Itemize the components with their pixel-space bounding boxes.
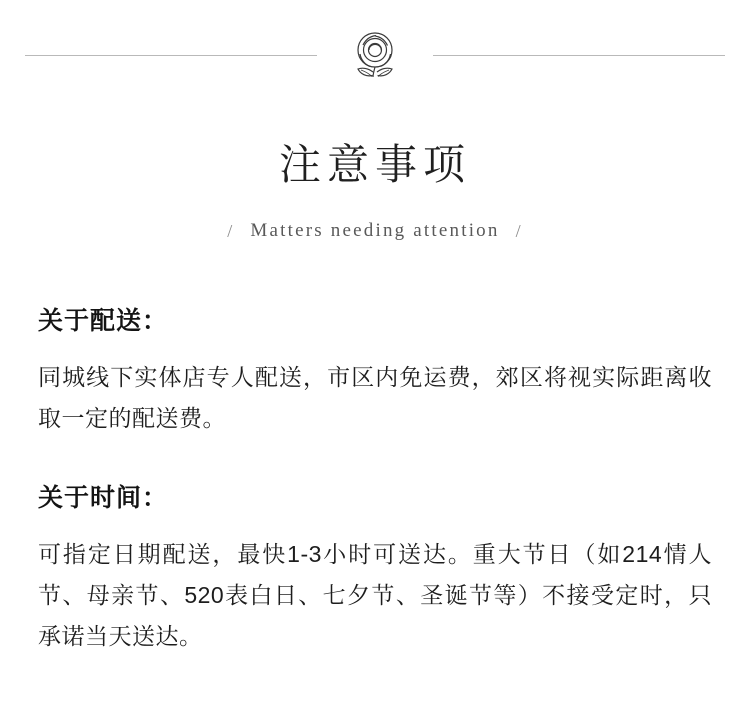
ornament-header <box>0 0 750 66</box>
divider-left <box>25 55 317 56</box>
slash-left: / <box>227 220 235 241</box>
section-delivery-body: 同城线下实体店专人配送，市区内免运费，郊区将视实际距离收取一定的配送费。 <box>38 364 712 432</box>
section-delivery <box>38 306 712 439</box>
page-subtitle <box>0 220 750 242</box>
section-time-heading: 关于时间： <box>38 484 169 512</box>
section-time-body: 可指定日期配送，最快1-3小时可送达。重大节日（如214情人节、母亲节、520表白日、七夕节、圣诞节等）不接受定时，只承诺当天送达。 <box>38 541 712 649</box>
rose-ornament-icon <box>335 22 415 88</box>
section-time <box>38 483 712 657</box>
divider-right <box>433 55 725 56</box>
page-title: 注意事项 <box>278 143 471 189</box>
slash-right: / <box>515 220 523 241</box>
section-delivery-heading: 关于配送： <box>38 307 169 336</box>
subtitle-text: Matters needing attention <box>250 220 500 242</box>
notice-content <box>0 306 750 657</box>
